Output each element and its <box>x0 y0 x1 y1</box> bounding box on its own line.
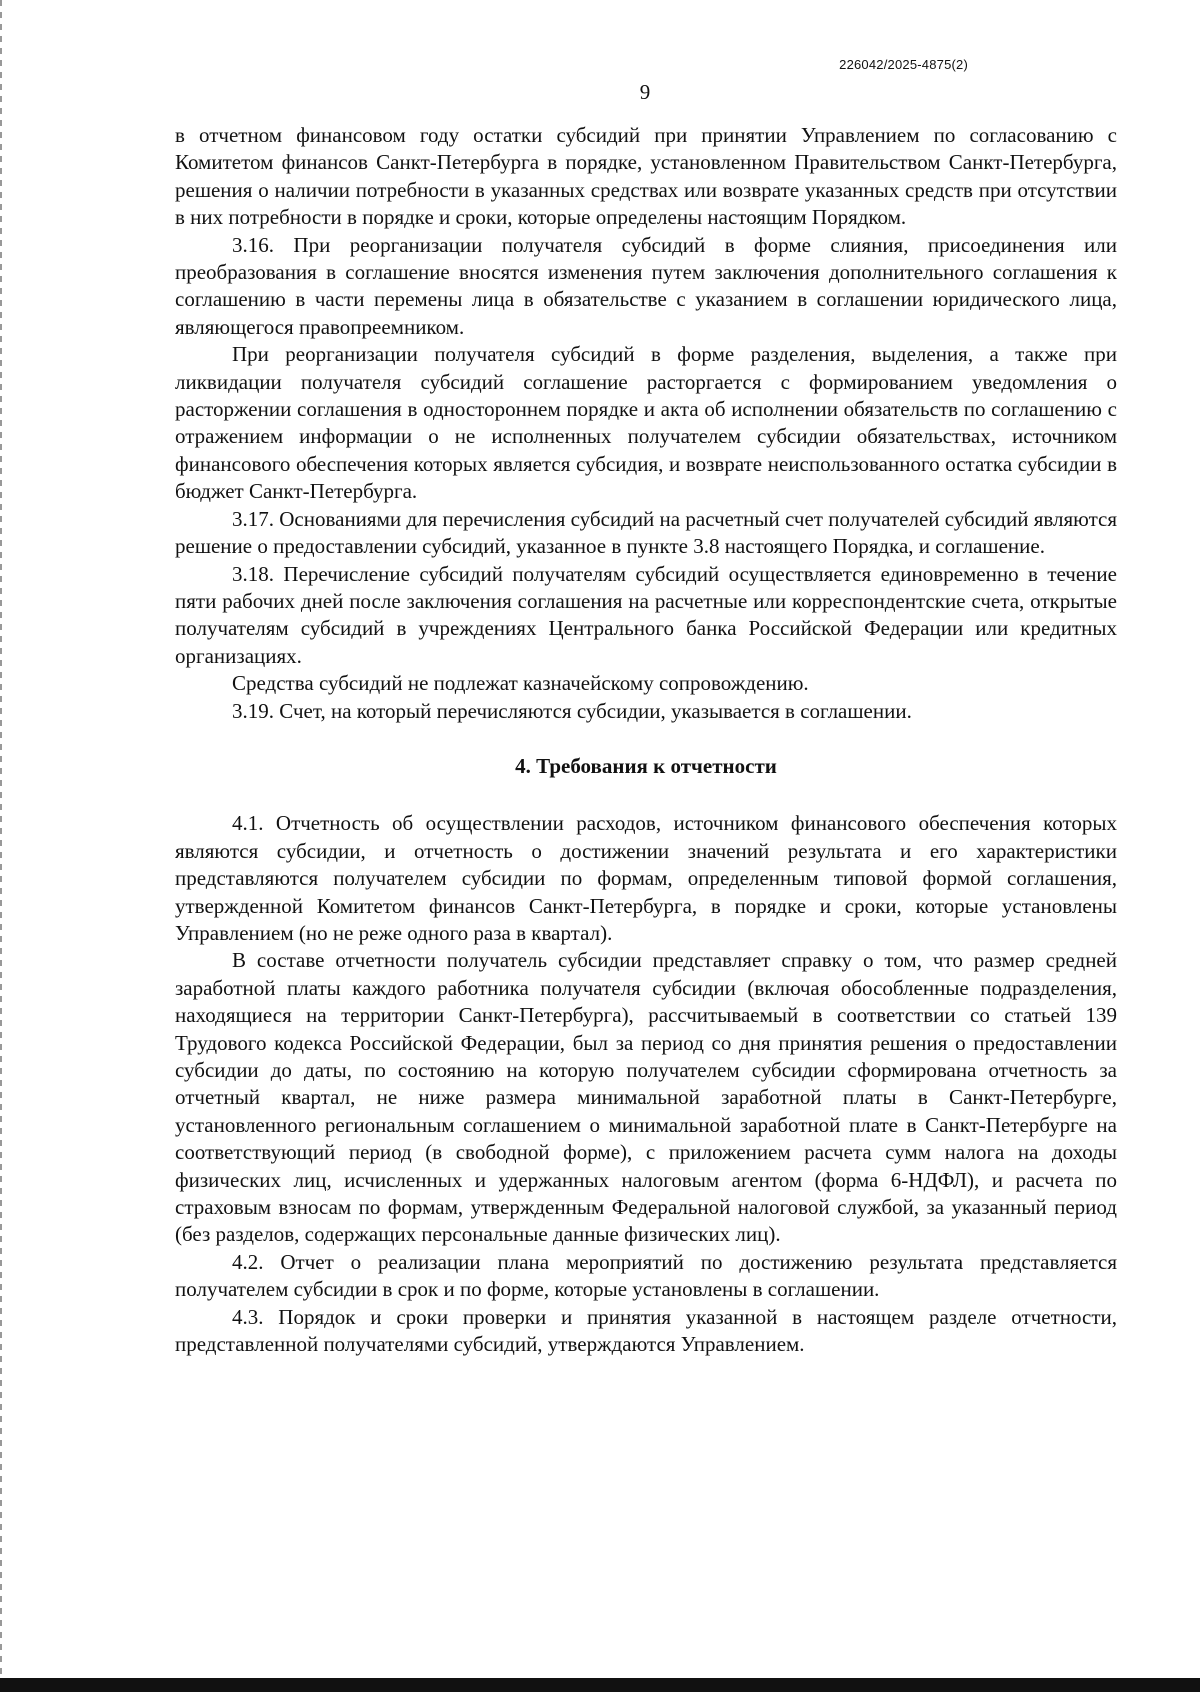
paragraph-3-18: 3.18. Перечисление субсидий получателям субсидий осуществляется единовременно в течение пяти рабочих дней после заключения соглашения на расчетные или корреспондентские счета, открытые получателям субсидий в учреждениях Центрального банка Российской Федерации или кредитных организациях. <box>175 561 1117 668</box>
paragraph-3-19: 3.19. Счет, на который перечисляются субсидии, указывается в соглашении. <box>232 698 912 723</box>
paragraph-3-16-reorganization: При реорганизации получателя субсидий в форме разделения, выделения, а также при ликвидации получателя субсидий соглашение расторгается с формированием уведомления о расторжении соглашения в одностороннем порядке и акта об исполнении обязательств по соглашению с отражением информации о не исполненных получателем субсидии обязательствах, источником финансового обеспечения которых является субсидия, и возврате неиспользованного остатка субсидии в бюджет Санкт-Петербурга. <box>175 342 1117 504</box>
paragraph-4-1-salary: В составе отчетности получатель субсидии представляет справку о том, что размер средней заработной платы каждого работника получателя субсидии (включая обособленные подразделения, находящиеся на территории Санкт-Петербурга), рассчитываемый в соответствии со статьей 139 Трудового кодекса Российской Федерации, был за период со дня принятия решения о предоставлении субсидии до даты, по состоянию на которую получателем субсидии сформирована отчетность за отчетный квартал, не ниже размера минимальной заработной платы в Санкт-Петербурге, установленного региональным соглашением о минимальной заработной плате в Санкт-Петербурге на соответствующий период (в свободной форме), с приложением расчета сумм налога на доходы физических лиц, исчисленных и удержанных налоговым агентом (форма 6-НДФЛ), и расчета по страховым взносам по формам, утвержденным Федеральной налоговой службой, за указанный период (без разделов, содержащих персональные данные физических лиц). <box>175 948 1117 1247</box>
paragraph-3-17: 3.17. Основаниями для перечисления субсидий на расчетный счет получателей субсидий являются решение о предоставлении субсидий, указанное в пункте 3.8 настоящего Порядка, и соглашение. <box>175 506 1117 559</box>
paragraph-4-2: 4.2. Отчет о реализации плана мероприятий по достижению результата представляется получателем субсидии в срок и по форме, которые установлены в соглашении. <box>175 1249 1117 1302</box>
scan-edge-left <box>0 0 2 1692</box>
document-number: 226042/2025-4875(2) <box>839 57 968 72</box>
paragraph-3-18-treasury: Средства субсидий не подлежат казначейскому сопровождению. <box>232 671 809 696</box>
paragraph-4-1: 4.1. Отчетность об осуществлении расходов, источником финансового обеспечения которых являются субсидии, и отчетность о достижении значений результата и его характеристики представляются получателем субсидии по формам, определенным типовой формой соглашения, утвержденной Комитетом финансов Санкт-Петербурга, в порядке и сроки, которые установлены Управлением (но не реже одного раза в квартал). <box>175 811 1117 945</box>
paragraph-continuation: в отчетном финансовом году остатки субсидий при принятии Управлением по согласованию с Комитетом финансов Санкт-Петербурга в порядке, установленном Правительством Санкт-Петербурга, решения о наличии потребности в указанных средствах или возврате указанных средств при отсутствии в них потребности в порядке и сроки, которые определены настоящим Порядком. <box>175 123 1117 230</box>
section-heading-4: 4. Требования к отчетности <box>515 753 777 778</box>
scan-edge-bottom <box>0 1678 1200 1692</box>
paragraph-3-16: 3.16. При реорганизации получателя субсидий в форме слияния, присоединения или преобразования в соглашение вносятся изменения путем заключения дополнительного соглашения к соглашению в части перемены лица в обязательстве с указанием в соглашении юридического лица, являющегося правопреемником. <box>175 232 1117 339</box>
paragraph-4-3: 4.3. Порядок и сроки проверки и принятия указанной в настоящем разделе отчетности, представленной получателями субсидий, утверждаются Управлением. <box>175 1304 1117 1357</box>
page-number: 9 <box>639 80 651 104</box>
document-body <box>175 122 1117 1358</box>
